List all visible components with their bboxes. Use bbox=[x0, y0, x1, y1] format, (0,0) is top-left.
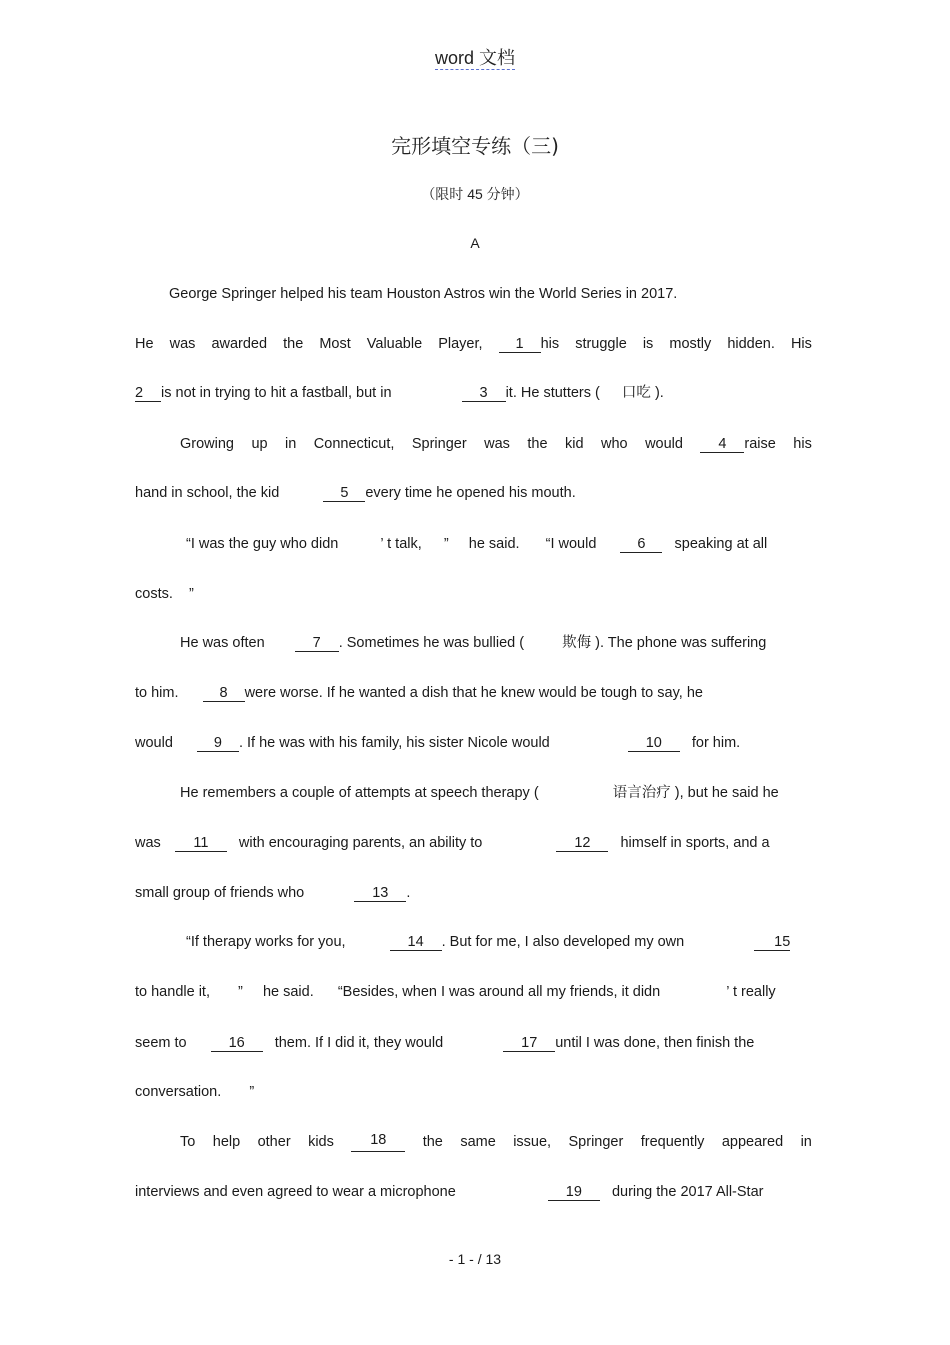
passage-line: seem to 16 them. If I did it, they would 17 until I was done, then finish the bbox=[135, 1035, 755, 1051]
passage-line: He was often 7 . Sometimes he was bullied ( 欺侮 ). The phone was suffering bbox=[180, 635, 767, 651]
passage-line: “I was the guy who didn ’ t talk, ” he said. “I would 6 speaking at all bbox=[186, 536, 768, 552]
section-label: A bbox=[470, 235, 480, 251]
answer-blank[interactable]: 5 bbox=[323, 485, 365, 502]
answer-blank[interactable]: 11 bbox=[175, 835, 227, 852]
answer-blank[interactable]: 3 bbox=[462, 385, 506, 402]
passage-line: would 9 . If he was with his family, his sister Nicole would 10 for him. bbox=[135, 735, 741, 751]
passage-line: was 11 with encouraging parents, an ability to 12 himself in sports, and a bbox=[135, 835, 770, 851]
answer-blank[interactable]: 13 bbox=[354, 885, 406, 902]
header-label[interactable]: word 文档 bbox=[434, 48, 515, 68]
answer-blank[interactable]: 7 bbox=[295, 635, 339, 652]
passage-line: hand in school, the kid 5 every time he opened his mouth. bbox=[135, 485, 576, 501]
passage-line: conversation. ” bbox=[135, 1084, 255, 1100]
answer-blank[interactable]: 16 bbox=[211, 1035, 263, 1052]
passage-line: To help other kids 18 the same issue, Springer frequently appeared in bbox=[180, 1132, 812, 1150]
passage-line: small group of friends who 13 . bbox=[135, 885, 411, 901]
passage-line: “If therapy works for you, 14 . But for me, I also developed my own 15 bbox=[186, 934, 791, 950]
time-limit: （限时 45 分钟） bbox=[421, 186, 529, 202]
page-header bbox=[0, 44, 950, 70]
answer-blank[interactable]: 4 bbox=[700, 436, 744, 453]
passage-line: to him. 8 were worse. If he wanted a dish that he knew would be tough to say, he bbox=[135, 685, 703, 701]
answer-blank[interactable]: 6 bbox=[620, 536, 662, 553]
passage-line: 2 is not in trying to hit a fastball, but in 3 it. He stutters ( 口吃 ). bbox=[135, 385, 664, 401]
answer-blank[interactable]: 14 bbox=[390, 934, 442, 951]
answer-blank[interactable]: 9 bbox=[197, 735, 239, 752]
passage-line: He remembers a couple of attempts at speech therapy ( 语言治疗 ), but he said he bbox=[180, 785, 779, 801]
answer-blank[interactable]: 15 bbox=[754, 934, 790, 951]
answer-blank[interactable]: 17 bbox=[503, 1035, 555, 1052]
answer-blank[interactable]: 12 bbox=[556, 835, 608, 852]
answer-blank[interactable]: 8 bbox=[203, 685, 245, 702]
passage-line: He was awarded the Most Valuable Player, 1 his struggle is mostly hidden. His bbox=[135, 336, 812, 352]
page-title: 完形填空专练（三) bbox=[391, 134, 559, 158]
answer-blank[interactable]: 18 bbox=[351, 1132, 405, 1152]
passage-line: interviews and even agreed to wear a microphone 19 during the 2017 All-Star bbox=[135, 1184, 764, 1200]
answer-blank[interactable]: 2 bbox=[135, 385, 161, 402]
answer-blank[interactable]: 1 bbox=[499, 336, 541, 353]
passage-line: Growing up in Connecticut, Springer was the kid who would 4 raise his bbox=[180, 436, 812, 452]
passage-line: to handle it, ” he said. “Besides, when I was around all my friends, it didn ’ t really bbox=[135, 984, 776, 1000]
page-number: - 1 - / 13 bbox=[448, 1251, 502, 1267]
answer-blank[interactable]: 10 bbox=[628, 735, 680, 752]
passage-line: George Springer helped his team Houston Astros win the World Series in 2017. bbox=[169, 286, 678, 302]
passage-line: costs. ” bbox=[135, 586, 194, 602]
answer-blank[interactable]: 19 bbox=[548, 1184, 600, 1201]
